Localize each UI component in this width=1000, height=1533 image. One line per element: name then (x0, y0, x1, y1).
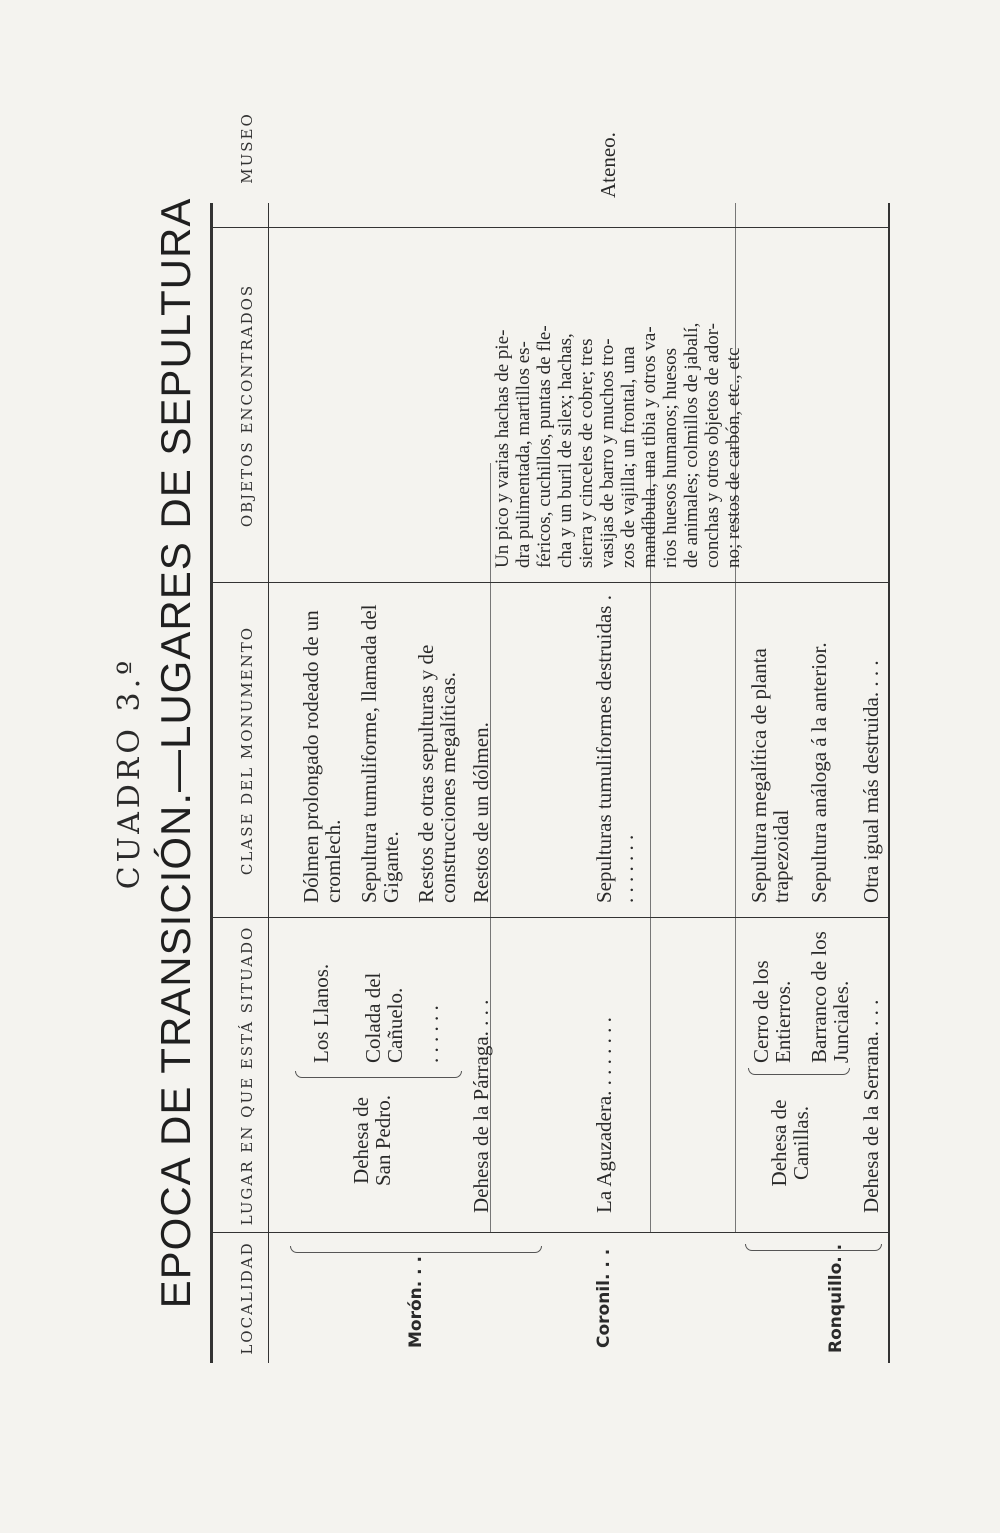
moron-brace (290, 1246, 542, 1253)
objetos-line: rios huesos humanos; huesos (660, 347, 681, 568)
clase-sepultura-analoga: Sepultura análoga á la anterior. (807, 642, 831, 903)
table-top-rule (210, 203, 213, 1363)
lugar-serrana: Dehesa de la Serrana. . . . (859, 999, 883, 1213)
clase-restos-dolmen: Restos de un dólmen. (469, 722, 493, 903)
objetos-line: Un pico y varias hachas de pie- (492, 329, 513, 568)
clase-sepulturas-destruidas: Sepulturas tumuliformes destruidas . . . . . . . . (592, 595, 638, 903)
page-title: EPOCA DE TRANSICIÓN.—LUGARES DE SEPULTURA (152, 197, 199, 1309)
dehesa-canillas: Dehesa de Canillas. (767, 1099, 813, 1187)
cuadro-number: CUADRO 3.º (112, 656, 147, 890)
objetos-line: no; restos de carbón, etc., etc (723, 347, 744, 568)
objetos-encontrados (492, 238, 744, 568)
lugar-aguzadera: La Aguzadera. . . . . . . . (592, 1017, 616, 1213)
clase-dolmen-prolongado: Dólmen prolongado rodeado de un cromlech. (299, 610, 345, 903)
objetos-line: cha y un buril de silex; hachas, (555, 333, 576, 568)
col-rule-3 (210, 582, 890, 583)
col-rule-1 (210, 1232, 890, 1233)
dehesa-san-pedro: Dehesa de San Pedro. (349, 1095, 395, 1186)
header-bottom-rule (268, 203, 269, 1363)
localidad-coronil: Coronil. . . (594, 1248, 614, 1348)
museo-ateneo: Ateneo. (596, 132, 620, 198)
ronquillo-brace (745, 1244, 882, 1251)
localidad-moron: Morón. . . (406, 1256, 426, 1348)
objetos-line: sierra y cinceles de cobre; tres (576, 338, 597, 568)
clase-sepultura-gigante: Sepultura tumuliforme, llamada del Gigante. (357, 604, 403, 903)
objetos-line: conchas y otros objetos de ador- (702, 323, 723, 568)
lugar-parraga: Dehesa de la Párraga. . . . (469, 999, 493, 1213)
objetos-line: vasijas de barro y muchos tro- (597, 338, 618, 568)
san-pedro-brace (295, 1071, 462, 1078)
clase-restos-sepulturas: Restos de otras sepulturas y de construcciones megalíticas. (414, 644, 460, 903)
header-objetos: OBJETOS ENCONTRADOS (238, 283, 256, 528)
objetos-line: zos de vajilla; un frontal, una (618, 346, 639, 568)
canillas-brace (748, 1068, 850, 1075)
objetos-line: dra pulimentada, martillos es- (513, 341, 534, 568)
objetos-line: féricos, cuchillos, puntas de fle- (534, 325, 555, 568)
header-museo: MUSEO (238, 112, 256, 184)
col-rule-2 (210, 917, 890, 918)
objetos-line: mandíbula, una tibia y otros va- (639, 326, 660, 568)
row-rule-2 (650, 463, 651, 1233)
localidad-ronquillo: Ronquillo. . (826, 1243, 846, 1353)
lugar-dots: . . . . . . (419, 1005, 443, 1063)
header-lugar: LUGAR EN QUE ESTÁ SITUADO (238, 925, 256, 1226)
clase-megalitica-trapezoidal: Sepultura megalítica de planta trapezoidal (747, 648, 793, 903)
header-clase: CLASE DEL MONUMENTO (238, 625, 256, 876)
col-rule-4 (210, 227, 890, 228)
lugar-colada-canuelo: Colada del Cañuelo. (361, 972, 407, 1063)
objetos-line: de animales; colmillos de jabalí, (681, 322, 702, 568)
header-localidad: LOCALIDAD (238, 1241, 256, 1355)
table-bottom-rule (888, 203, 890, 1363)
lugar-barranco-junciales: Barranco de los Junciales. (807, 931, 853, 1063)
lugar-los-llanos: Los Llanos. (309, 963, 333, 1063)
clase-otra-igual: Otra igual más destruida. . . . (859, 660, 883, 903)
lugar-cerro-entierros: Cerro de los Entierros. (749, 960, 795, 1063)
